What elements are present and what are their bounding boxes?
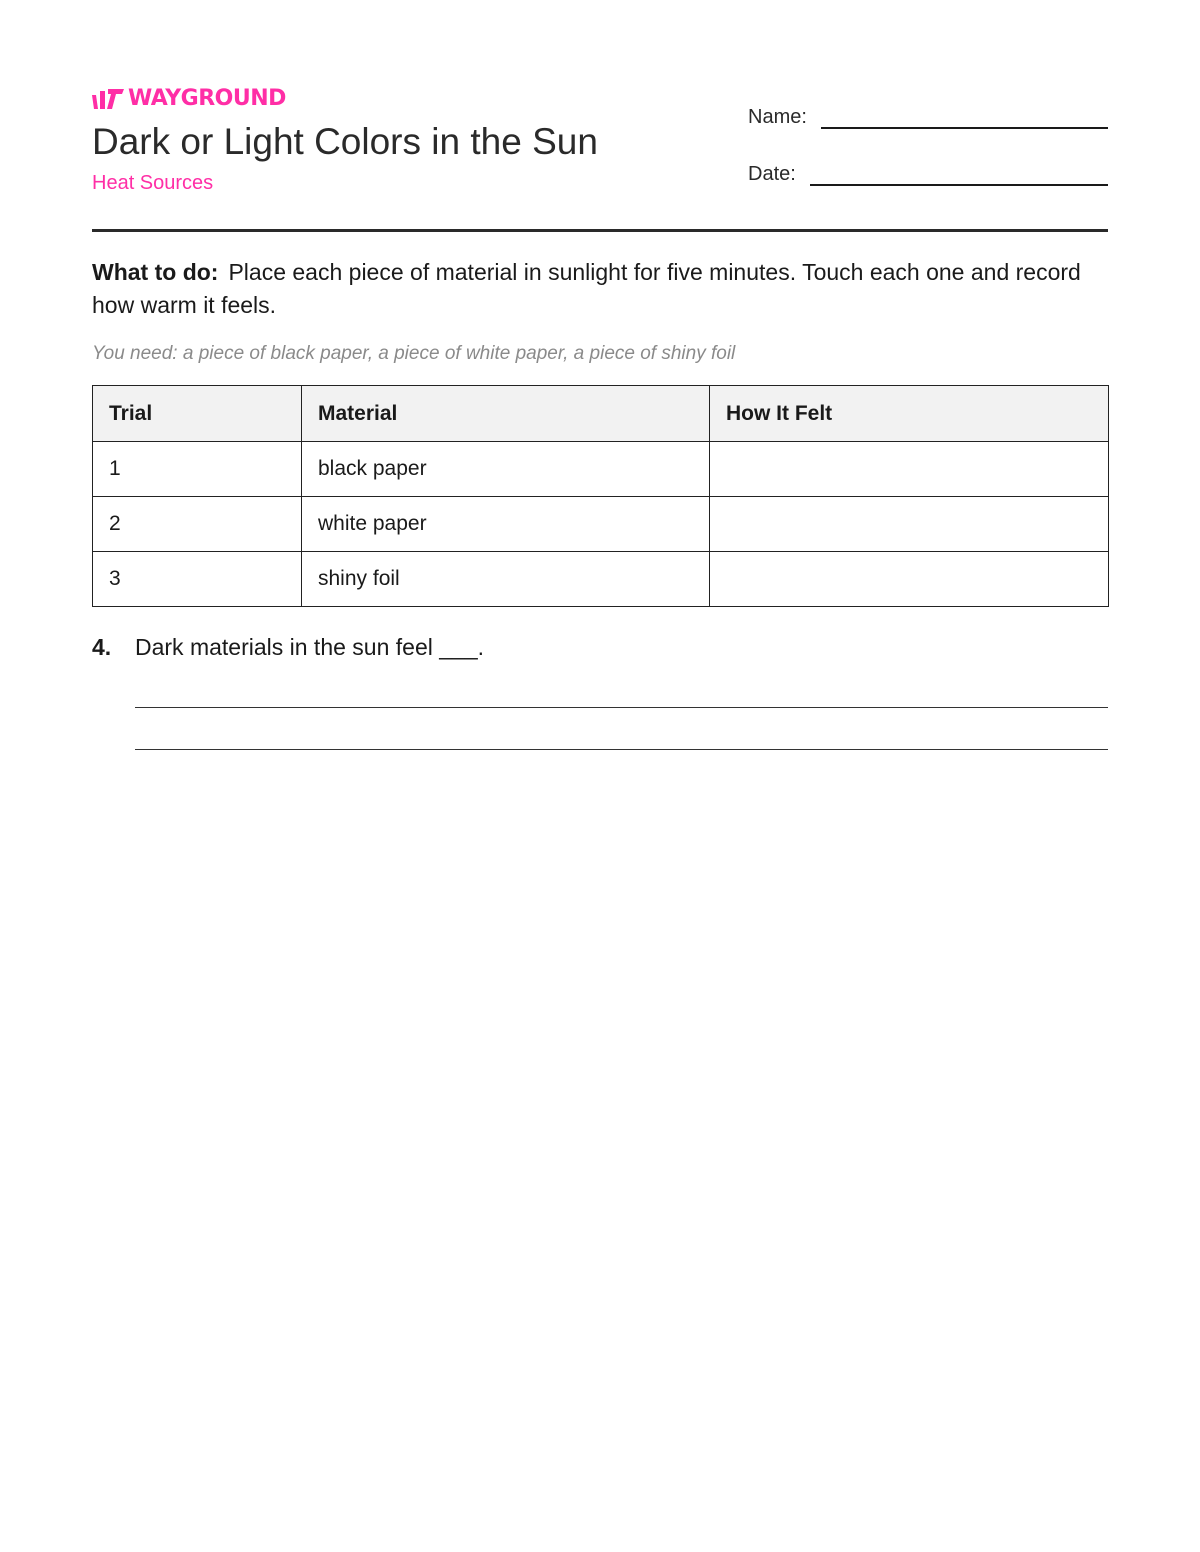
header-trial: Trial xyxy=(93,386,302,442)
answer-line[interactable] xyxy=(135,749,1108,750)
trial-cell: 2 xyxy=(93,497,302,552)
how-it-felt-cell[interactable] xyxy=(710,552,1109,607)
name-input-line[interactable] xyxy=(821,127,1108,129)
wayground-logo-icon xyxy=(92,87,124,111)
trial-cell: 3 xyxy=(93,552,302,607)
name-field xyxy=(748,104,1108,130)
brand xyxy=(92,86,286,112)
table-row xyxy=(93,442,1109,497)
date-input-line[interactable] xyxy=(810,184,1108,186)
material-cell: black paper xyxy=(302,442,710,497)
how-it-felt-cell[interactable] xyxy=(710,442,1109,497)
instructions xyxy=(92,256,1108,322)
header-material: Material xyxy=(302,386,710,442)
table-row xyxy=(93,497,1109,552)
instructions-text: Place each piece of material in sunlight for five minutes. Touch each one and record how warm it feels. xyxy=(92,259,1081,318)
date-label: Date: xyxy=(748,163,796,185)
material-cell: shiny foil xyxy=(302,552,710,607)
question-4 xyxy=(92,632,484,662)
header-how-it-felt: How It Felt xyxy=(710,386,1109,442)
answer-line[interactable] xyxy=(135,707,1108,708)
trial-cell: 1 xyxy=(93,442,302,497)
table-header-row xyxy=(93,386,1109,442)
date-field xyxy=(748,161,1108,187)
table-row xyxy=(93,552,1109,607)
materials-note: You need: a piece of black paper, a piece of white paper, a piece of shiny foil xyxy=(92,343,736,364)
page-title: Dark or Light Colors in the Sun xyxy=(92,121,598,162)
brand-wordmark: WAYGROUND xyxy=(128,86,286,111)
how-it-felt-cell[interactable] xyxy=(710,497,1109,552)
question-text: Dark materials in the sun feel ___. xyxy=(135,634,485,660)
header-divider xyxy=(92,229,1108,232)
instructions-label: What to do: xyxy=(92,259,219,285)
worksheet-header xyxy=(92,84,1108,230)
observation-table xyxy=(92,385,1109,607)
question-number: 4. xyxy=(92,634,112,660)
material-cell: white paper xyxy=(302,497,710,552)
page-subtitle: Heat Sources xyxy=(92,172,214,194)
worksheet-page xyxy=(92,84,1108,660)
name-label: Name: xyxy=(748,106,807,128)
